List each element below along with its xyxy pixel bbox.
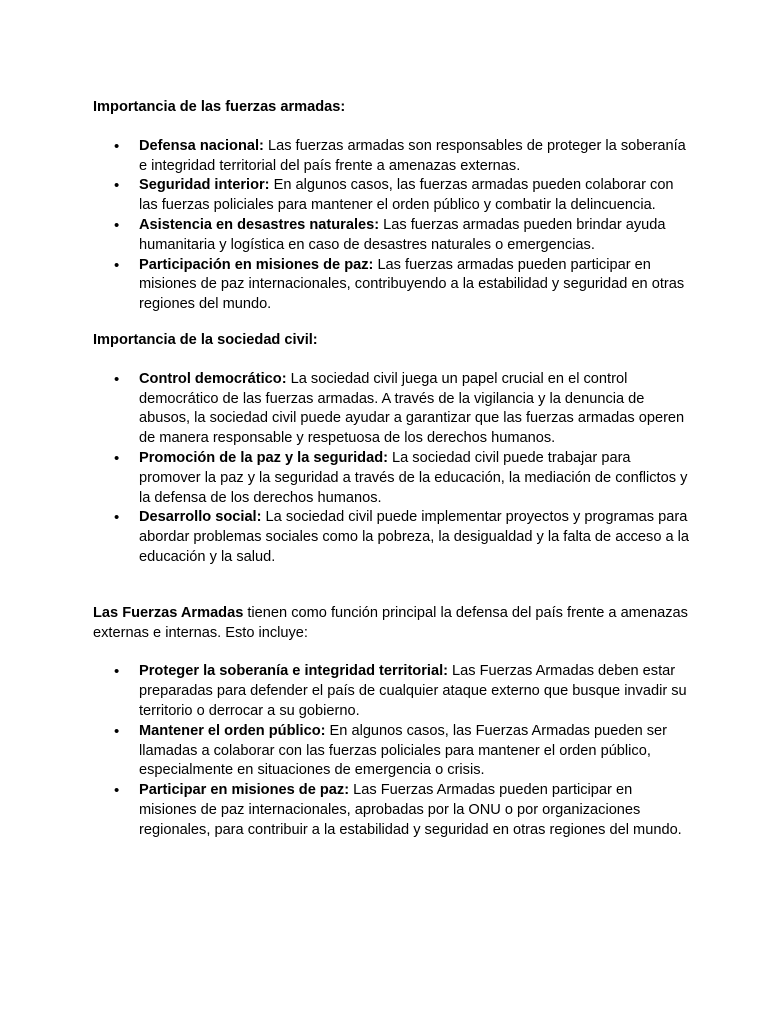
list-item (93, 449, 693, 508)
item-text: La sociedad civil juega un papel crucial en el control democrático de las fuerzas armadas. A través de la vigilancia y la denuncia de abusos, la sociedad civil puede ayudar a garantizar que las fuerzas armadas operen de manera responsable y respetuosa de los derechos humanos. (139, 370, 685, 447)
list-item (93, 722, 693, 781)
spacer (93, 315, 693, 331)
item-term: Seguridad interior: (139, 177, 270, 194)
armed-forces-list (93, 137, 693, 315)
list-item (93, 781, 693, 840)
item-term: Defensa nacional: (139, 137, 264, 154)
item-term: Mantener el orden público: (139, 722, 326, 739)
item-text: En algunos casos, las Fuerzas Armadas pueden ser llamadas a colaborar con las fuerzas policiales para mantener el orden público, especialmente en situaciones de emergencia o crisis. (139, 722, 668, 779)
spacer (93, 568, 693, 604)
list-item (93, 216, 693, 256)
list-item (93, 370, 693, 449)
item-term: Asistencia en desastres naturales: (139, 216, 380, 233)
section-heading-civil-society: Importancia de la sociedad civil: (93, 331, 318, 348)
item-text: Las fuerzas armadas pueden brindar ayuda humanitaria y logística en caso de desastres naturales o emergencias. (139, 216, 666, 253)
intro-text: tienen como función principal la defensa del país frente a amenazas externas e internas. Esto incluye: (93, 604, 688, 641)
item-term: Participación en misiones de paz: (139, 256, 374, 273)
civil-society-list (93, 370, 693, 568)
functions-list (93, 662, 693, 840)
list-item (93, 508, 693, 567)
item-text: Las fuerzas armadas pueden participar en misiones de paz internacionales, contribuyendo a la estabilidad y seguridad en otras regiones del mundo. (139, 256, 685, 313)
document-page (93, 98, 693, 841)
item-term: Control democrático: (139, 370, 287, 387)
item-text: La sociedad civil puede implementar proyectos y programas para abordar problemas sociales como la pobreza, la desigualdad y la falta de acceso a la educación y la salud. (139, 509, 690, 565)
spacer (93, 118, 693, 137)
intro-paragraph (93, 604, 693, 644)
spacer (93, 643, 693, 662)
item-term: Promoción de la paz y la seguridad: (139, 449, 388, 466)
section-heading-armed-forces: Importancia de las fuerzas armadas: (93, 99, 346, 115)
item-text: En algunos casos, las fuerzas armadas pueden colaborar con las fuerzas policiales para mantener el orden público y combatir la delincuencia. (139, 177, 674, 214)
item-term: Participar en misiones de paz: (139, 782, 350, 799)
intro-term: Las Fuerzas Armadas (93, 604, 244, 621)
item-term: Desarrollo social: (139, 509, 262, 526)
spacer (93, 351, 693, 370)
item-text: Las Fuerzas Armadas deben estar preparadas para defender el país de cualquier ataque externo que busque invadir su territorio o derrocar a su gobierno. (139, 663, 687, 719)
item-text: Las Fuerzas Armadas pueden participar en misiones de paz internacionales, aprobadas por la ONU o por organizaciones regionales, para contribuir a la estabilidad y seguridad en otras regiones del mundo. (139, 782, 682, 838)
item-text: Las fuerzas armadas son responsables de proteger la soberanía e integridad territorial del país frente a amenazas externas. (139, 137, 686, 174)
item-text: La sociedad civil puede trabajar para promover la paz y la seguridad a través de la educación, la mediación de conflictos y la defensa de los derechos humanos. (139, 449, 688, 506)
item-term: Proteger la soberanía e integridad territorial: (139, 663, 448, 680)
list-item (93, 137, 693, 177)
list-item (93, 256, 693, 315)
list-item (93, 662, 693, 721)
list-item (93, 176, 693, 216)
